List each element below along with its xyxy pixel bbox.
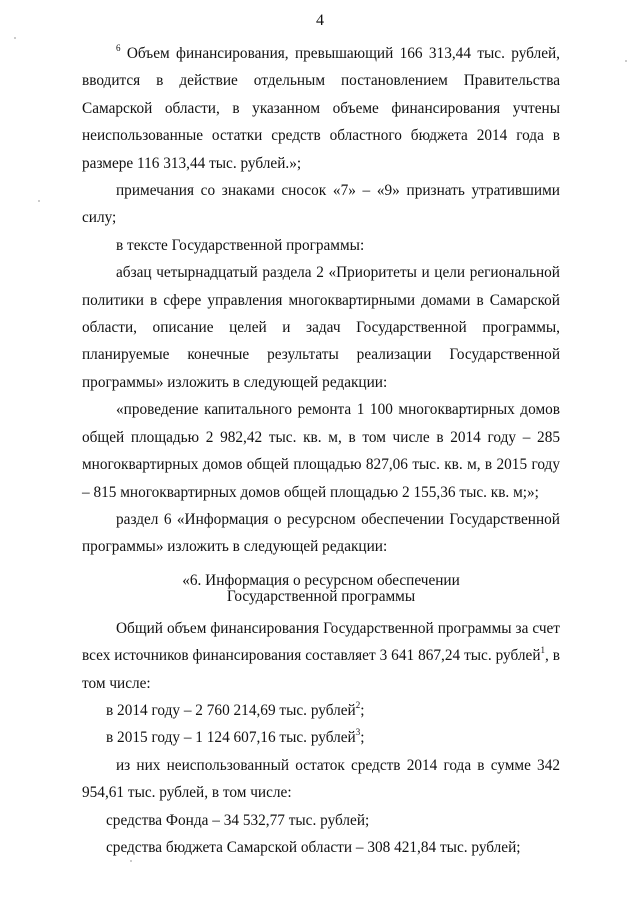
paragraph-remainder: из них неиспользованный остаток средств 2014 года в сумме 342 954,61 тыс. рублей, в том числе:	[82, 756, 560, 802]
footnote-marker: 6	[116, 43, 121, 53]
section-heading	[82, 573, 560, 605]
paragraph-in-text: в тексте Государственной программы:	[116, 236, 365, 254]
paragraph-notes-void: примечания со знаками сносок «7» – «9» признать утратившими силу;	[82, 182, 560, 227]
document-body	[82, 40, 560, 861]
paragraph-total: Общий объем финансирования Государственной программы за счет всех источников финансирования составляет 3 641 867,24 тыс. рублей$^1$, в том числе:	[82, 619, 560, 692]
page-number: 4	[316, 12, 324, 29]
scan-speck	[625, 60, 627, 62]
scan-speck	[14, 37, 16, 39]
footnote-6: $^6$ Объем финансирования, превышающий 166 313,44 тыс. рублей, вводится в действие отдельным постановлением Правительства Самарской области, в указанном объеме финансирования учтены неиспользованные остатки средств областного бюджета 2014 года в размере 116 313,44 тыс. рублей.»;	[82, 43, 560, 172]
footnote-ref-2: 2	[355, 699, 361, 710]
paragraph-2015: в 2015 году – 1 124 607,16 тыс. рублей$^3$;	[106, 727, 365, 747]
paragraph-budget: средства бюджета Самарской области – 308 421,84 тыс. рублей;	[106, 838, 521, 856]
footnote-ref-3: 3	[355, 727, 361, 738]
scan-speck	[38, 200, 40, 202]
paragraph-abzac14: абзац четырнадцатый раздела 2 «Приоритеты и цели региональной политики в сфере управления многоквартирными домами в Самарской области, описание целей и задач Государственной программы, планируемые конечные результаты реализации Государственной программы» изложить в следующей редакции:	[82, 264, 560, 391]
heading-line-1: «6. Информация о ресурсном обеспечении	[182, 571, 460, 589]
paragraph-section6: раздел 6 «Информация о ресурсном обеспечении Государственной программы» изложить в следующей редакции:	[82, 510, 560, 556]
footnote-ref-1: 1	[540, 645, 545, 656]
paragraph-fund: средства Фонда – 34 532,77 тыс. рублей;	[106, 811, 370, 829]
paragraph-capital-repair: «проведение капитального ремонта 1 100 многоквартирных домов общей площадью 2 982,42 тыс. кв. м, в том числе в 2014 году – 285 многоквартирных домов общей площадью 827,06 тыс. кв. м, в 2015 году – 815 многоквартирных домов общей площадью 2 155,36 тыс. кв. м;»;	[82, 401, 560, 501]
paragraph-2014: в 2014 году – 2 760 214,69 тыс. рублей$^2$;	[106, 699, 365, 719]
heading-line-2: Государственной программы	[226, 587, 416, 605]
